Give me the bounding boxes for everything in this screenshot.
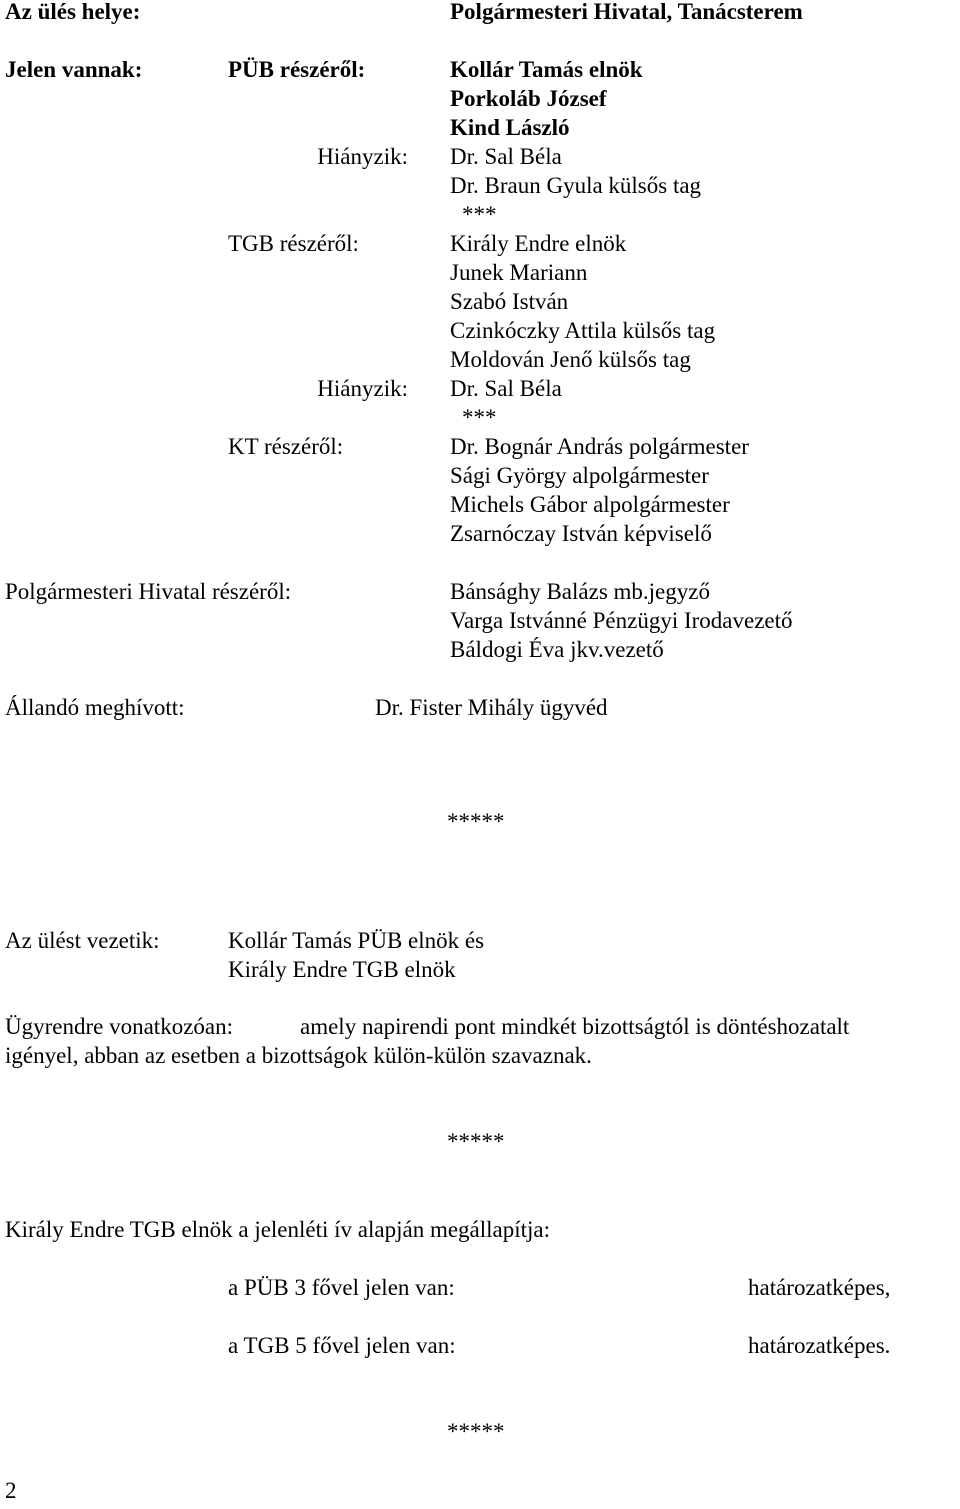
office-member: Báldogi Éva jkv.vezető xyxy=(450,637,664,662)
pub-absent-member: Dr. Sal Béla xyxy=(450,144,562,169)
office-label: Polgármesteri Hivatal részéről: xyxy=(5,579,292,604)
tgb-member: Szabó István xyxy=(450,289,569,314)
tgb-absent-label: Hiányzik: xyxy=(317,376,408,401)
procedure-text: igényel, abban az esetben a bizottságok külön-külön szavaznak. xyxy=(5,1043,592,1068)
pub-label: PÜB részéről: xyxy=(228,57,366,82)
kt-member: Sági György alpolgármester xyxy=(450,463,709,488)
quorum-intro: Király Endre TGB elnök a jelenléti ív alapján megállapítja: xyxy=(5,1217,551,1242)
kt-label: KT részéről: xyxy=(228,434,344,459)
divider-stars: ***** xyxy=(447,809,505,834)
pub-member: Kollár Tamás elnök xyxy=(450,57,643,82)
tgb-label: TGB részéről: xyxy=(228,231,359,256)
tgb-member: Junek Mariann xyxy=(450,260,588,285)
office-member: Varga Istvánné Pénzügyi Irodavezető xyxy=(450,608,793,633)
place-label: Az ülés helye: xyxy=(5,0,141,24)
kt-member: Zsarnóczay István képviselő xyxy=(450,521,712,546)
present-label: Jelen vannak: xyxy=(5,57,143,82)
permanent-guest-label: Állandó meghívott: xyxy=(5,695,185,720)
place-value: Polgármesteri Hivatal, Tanácsterem xyxy=(450,0,803,24)
permanent-guest-value: Dr. Fister Mihály ügyvéd xyxy=(375,695,608,720)
pub-member: Porkoláb József xyxy=(450,86,607,111)
quorum-row-result: határozatképes, xyxy=(748,1275,891,1300)
divider-stars: ***** xyxy=(447,1129,505,1154)
quorum-row-result: határozatképes. xyxy=(748,1333,891,1358)
quorum-row-text: a PÜB 3 fővel jelen van: xyxy=(228,1275,455,1300)
page-number: 2 xyxy=(5,1478,17,1503)
kt-member: Michels Gábor alpolgármester xyxy=(450,492,730,517)
quorum-row-text: a TGB 5 fővel jelen van: xyxy=(228,1333,456,1358)
tgb-member: Czinkóczky Attila külsős tag xyxy=(450,318,716,343)
tgb-member: Moldován Jenő külsős tag xyxy=(450,347,691,372)
pub-absent-member: Dr. Braun Gyula külsős tag xyxy=(450,173,702,198)
chairs-label: Az ülést vezetik: xyxy=(5,928,160,953)
separator-stars: *** xyxy=(462,405,497,430)
office-member: Bánsághy Balázs mb.jegyző xyxy=(450,579,710,604)
tgb-absent-member: Dr. Sal Béla xyxy=(450,376,562,401)
pub-absent-label: Hiányzik: xyxy=(317,144,408,169)
procedure-text: amely napirendi pont mindkét bizottságtól is döntéshozatalt xyxy=(300,1014,850,1039)
procedure-label: Ügyrendre vonatkozóan: xyxy=(5,1014,234,1039)
kt-member: Dr. Bognár András polgármester xyxy=(450,434,749,459)
pub-member: Kind László xyxy=(450,115,570,140)
tgb-member: Király Endre elnök xyxy=(450,231,627,256)
chairs-line: Király Endre TGB elnök xyxy=(228,957,456,982)
chairs-line: Kollár Tamás PÜB elnök és xyxy=(228,928,485,953)
divider-stars: ***** xyxy=(447,1419,505,1444)
separator-stars: *** xyxy=(462,202,497,227)
